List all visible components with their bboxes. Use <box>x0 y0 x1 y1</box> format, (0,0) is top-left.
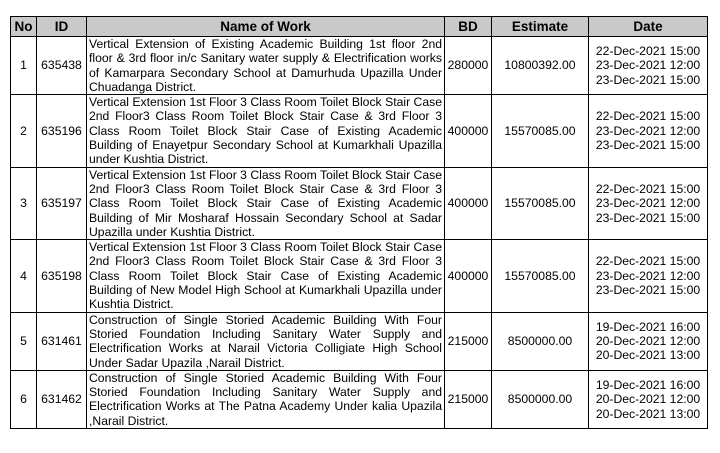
row-work-text: Vertical Extension 1st Floor 3 Class Room Toilet Block Stair Case 2nd Floor3 Class Room Toilet Block Stair Case & 3rd Floor 3 Class Room Toilet Block Stair Case of Existing Academic Building of New Model High School at Kumarkhali Upazilla under Kushtia District. <box>89 240 442 312</box>
header-name-of-work: Name of Work <box>87 17 445 37</box>
tender-table <box>10 16 708 429</box>
date-line-3: 23-Dec-2021 15:00 <box>595 138 701 153</box>
date-line-1: 22-Dec-2021 15:00 <box>595 44 701 59</box>
header-date: Date <box>589 17 708 37</box>
row-work <box>87 240 445 312</box>
date-line-1: 22-Dec-2021 15:00 <box>595 254 701 269</box>
row-bd: 400000 <box>445 95 492 167</box>
row-id: 631461 <box>37 312 87 370</box>
row-bd: 215000 <box>445 370 492 428</box>
row-date <box>589 95 708 167</box>
row-work-text: Vertical Extension of Existing Academic Building 1st floor 2nd floor & 3rd floor in/c Sanitary water supply & Electrification works of Kamarpara Secondary School at Damurhuda Upazilla Under Chuadanga District. <box>89 37 442 94</box>
row-estimate: 15570085.00 <box>492 95 589 167</box>
date-line-2: 23-Dec-2021 12:00 <box>595 58 701 73</box>
table-row <box>11 37 708 95</box>
row-bd: 400000 <box>445 240 492 312</box>
date-line-3: 20-Dec-2021 13:00 <box>595 406 701 421</box>
header-no: No <box>11 17 37 37</box>
row-no: 3 <box>11 167 37 239</box>
table-row <box>11 240 708 312</box>
row-estimate: 8500000.00 <box>492 370 589 428</box>
header-bd: BD <box>445 17 492 37</box>
row-bd: 280000 <box>445 37 492 95</box>
row-id: 635198 <box>37 240 87 312</box>
row-id: 635196 <box>37 95 87 167</box>
row-date <box>589 312 708 370</box>
row-work <box>87 167 445 239</box>
row-work <box>87 37 445 95</box>
row-date <box>589 167 708 239</box>
table-row <box>11 95 708 167</box>
header-row <box>11 17 708 37</box>
row-estimate: 15570085.00 <box>492 240 589 312</box>
date-line-1: 22-Dec-2021 15:00 <box>595 181 701 196</box>
row-estimate: 8500000.00 <box>492 312 589 370</box>
table-row <box>11 167 708 239</box>
row-id: 631462 <box>37 370 87 428</box>
date-line-3: 23-Dec-2021 15:00 <box>595 283 701 298</box>
row-estimate: 15570085.00 <box>492 167 589 239</box>
row-date <box>589 240 708 312</box>
row-no: 2 <box>11 95 37 167</box>
row-bd: 400000 <box>445 167 492 239</box>
header-id: ID <box>37 17 87 37</box>
row-no: 4 <box>11 240 37 312</box>
row-no: 1 <box>11 37 37 95</box>
row-estimate: 10800392.00 <box>492 37 589 95</box>
date-line-2: 23-Dec-2021 12:00 <box>595 123 701 138</box>
table-row <box>11 370 708 428</box>
row-work-text: Vertical Extension 1st Floor 3 Class Room Toilet Block Stair Case 2nd Floor3 Class Room Toilet Block Stair Case & 3rd Floor 3 Class Room Toilet Block Stair Case of Existing Academic Building of Enayetpur Secondary School at Kumarkhali Upazilla under Kushtia District. <box>89 95 442 167</box>
row-no: 6 <box>11 370 37 428</box>
row-date <box>589 37 708 95</box>
table-row <box>11 312 708 370</box>
date-line-1: 19-Dec-2021 16:00 <box>595 377 701 392</box>
row-bd: 215000 <box>445 312 492 370</box>
date-line-3: 23-Dec-2021 15:00 <box>595 72 701 87</box>
row-id: 635438 <box>37 37 87 95</box>
row-work <box>87 312 445 370</box>
row-work-text: Vertical Extension 1st Floor 3 Class Room Toilet Block Stair Case 2nd Floor3 Class Room Toilet Block Stair Case & 3rd Floor 3 Class Room Toilet Block Stair Case of Existing Academic Building of Mir Mosharaf Hossain Secondary School at Sadar Upazilla under Kushtia District. <box>89 167 442 239</box>
date-line-3: 20-Dec-2021 13:00 <box>595 348 701 363</box>
row-no: 5 <box>11 312 37 370</box>
row-work-text: Construction of Single Storied Academic Building With Four Storied Foundation Including Sanitary Water Supply and Electrification Works at The Patna Academy Under kalia Upazila ,Narail District. <box>89 370 442 428</box>
date-line-1: 22-Dec-2021 15:00 <box>595 109 701 124</box>
date-line-1: 19-Dec-2021 16:00 <box>595 319 701 334</box>
date-line-3: 23-Dec-2021 15:00 <box>595 210 701 225</box>
row-id: 635197 <box>37 167 87 239</box>
row-date <box>589 370 708 428</box>
row-work-text: Construction of Single Storied Academic Building With Four Storied Foundation Including Sanitary Water Supply and Electrification Works at Narail Victoria Colligiate High School Under Sadar Upazila ,Narail District. <box>89 312 442 370</box>
row-work <box>87 95 445 167</box>
date-line-2: 20-Dec-2021 12:00 <box>595 392 701 407</box>
header-estimate: Estimate <box>492 17 589 37</box>
date-line-2: 23-Dec-2021 12:00 <box>595 196 701 211</box>
row-work <box>87 370 445 428</box>
date-line-2: 20-Dec-2021 12:00 <box>595 334 701 349</box>
date-line-2: 23-Dec-2021 12:00 <box>595 268 701 283</box>
